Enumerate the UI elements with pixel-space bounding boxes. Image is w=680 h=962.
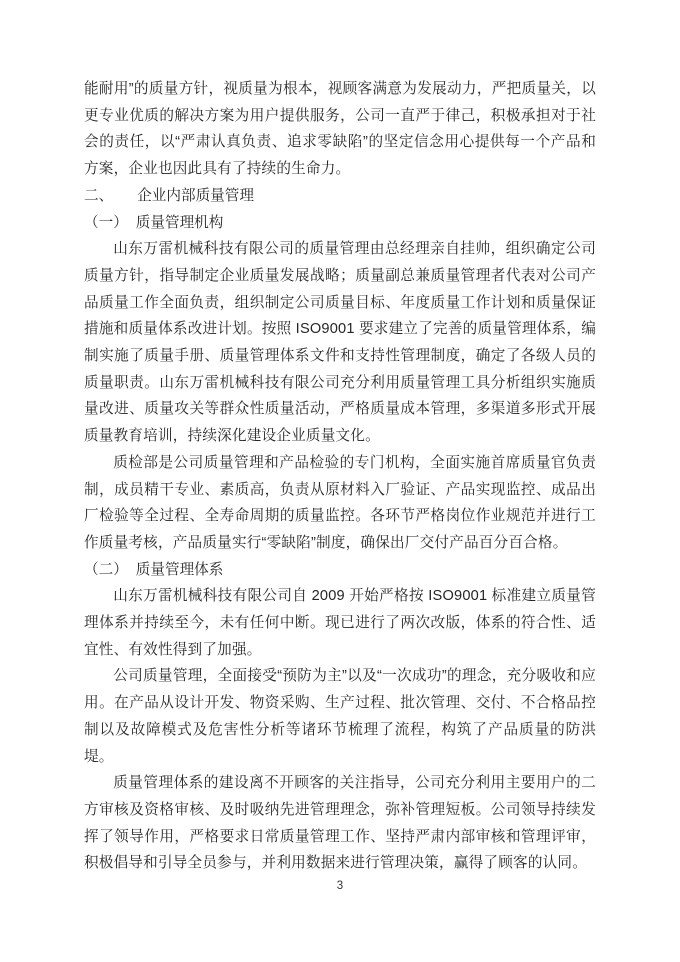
paragraph: 山东万雷机械科技有限公司的质量管理由总经理亲自挂帅，组织确定公司质量方针，指导制定企业质量发展战略；质量副总兼质量管理者代表对公司产品质量工作全面负责，组织制定公司质量目标、年度质量工作计划和质量保证措施和质量体系改进计划。按照 ISO9001 要求建立了完善的质量管理体系，编制实施了质量手册、质量管理体系文件和支持性管理制度，确定了各级人员的质量职责。山东万雷机械科技有限公司充分利用质量管理工具分析组织实施质量改进、质量攻关等群众性质量活动，严格质量成本管理，多渠道多形式开展质量教育培训，持续深化建设企业质量文化。 bbox=[84, 241, 596, 445]
paragraph-continued: 能耐用”的质量方针，视质量为根本，视顾客满意为发展动力，严把质量关，以更专业优质的解决方案为用户提供服务，公司一直严于律己，积极承担对于社会的责任，以“严肃认真负责、追求零缺陷”的坚定信念用心提供每一个产品和方案，企业也因此具有了持续的生命力。 bbox=[84, 81, 596, 178]
section-heading bbox=[84, 183, 596, 210]
subsection-heading bbox=[84, 210, 596, 237]
paragraph: 质量管理体系的建设离不开顾客的关注指导，公司充分利用主要用户的二方审核及资格审核、及时吸纳先进管理理念，弥补管理短板。公司领导持续发挥了领导作用，严格要求日常质量管理工作、坚持严肃内部审核和管理评审，积极倡导和引导全员参与，并利用数据来进行管理决策，赢得了顾客的认同。 bbox=[84, 775, 596, 872]
page-footer bbox=[0, 876, 680, 894]
subsection-heading-number: （一） bbox=[84, 214, 128, 231]
document-body bbox=[84, 76, 596, 877]
subsection-heading-number: （二） bbox=[84, 561, 128, 578]
subsection-heading-title: 质量管理机构 bbox=[135, 214, 224, 231]
page-number: 3 bbox=[336, 880, 344, 892]
subsection-heading bbox=[84, 557, 596, 584]
paragraph: 山东万雷机械科技有限公司自 2009 开始严格按 ISO9001 标准建立质量管理体系并持续至今，未有任何中断。现已进行了两次改版，体系的符合性、适宜性、有效性得到了加强。 bbox=[84, 588, 596, 658]
section-heading-number: 二、 bbox=[84, 187, 114, 204]
section-heading-title: 企业内部质量管理 bbox=[137, 187, 254, 204]
paragraph: 公司质量管理，全面接受“预防为主”以及“一次成功”的理念，充分吸收和应用。在产品从设计开发、物资采购、生产过程、批次管理、交付、不合格品控制以及故障模式及危害性分析等诸环节梳理了流程，构筑了产品质量的防洪堤。 bbox=[84, 668, 596, 765]
subsection-heading-title: 质量管理体系 bbox=[135, 561, 224, 578]
paragraph: 质检部是公司质量管理和产品检验的专门机构，全面实施首席质量官负责制，成员精干专业、素质高，负责从原材料入厂验证、产品实现监控、成品出厂检验等全过程、全寿命周期的质量监控。各环节严格岗位作业规范并进行工作质量考核，产品质量实行“零缺陷”制度，确保出厂交付产品百分百合格。 bbox=[84, 454, 596, 551]
